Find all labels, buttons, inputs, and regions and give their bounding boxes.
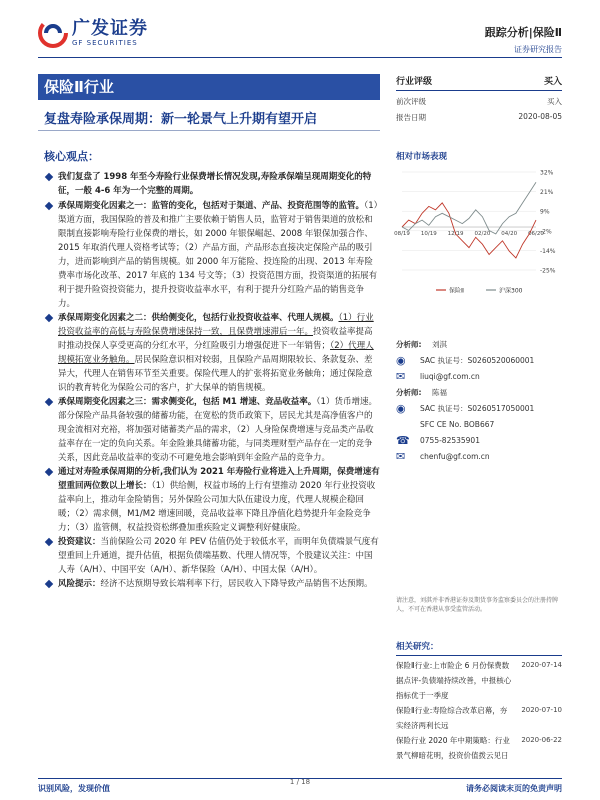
related-research-list <box>396 658 562 763</box>
page-number: 1 / 18 <box>289 778 311 786</box>
bullet-icon <box>45 202 53 210</box>
x-tick-label: 08/19 <box>394 231 410 238</box>
email-icon: ✉ <box>396 369 406 383</box>
analyst-email[interactable]: liuqi@gf.com.cn <box>420 371 480 381</box>
y-tick-label: -25% <box>540 267 556 275</box>
chart-title: 相对市场表现 <box>396 152 448 162</box>
bullet-icon <box>45 580 53 588</box>
bullet-icon <box>45 314 53 322</box>
y-tick-label: 32% <box>540 169 554 177</box>
report-title: 复盘寿险承保周期：新一轮景气上升期有望开启 <box>44 112 318 127</box>
disclaimer-note: 请注意，刘淇并非香港证券及期货事务监察委员会的注册持牌人，不可在香港从事受监管活动。 <box>396 597 559 613</box>
legend-label: 保险Ⅱ <box>449 287 464 295</box>
relative-performance-chart <box>396 150 562 306</box>
analyst-sfc: SFC CE No. BOB667 <box>420 419 495 429</box>
related-item[interactable]: 保险Ⅱ行业:寿险综合改革启幕，夯实经济两利长远 2020-07-10 <box>396 706 562 730</box>
related-item[interactable]: 保险Ⅱ行业:上市险企 6 月份保费数据点评-负债端持续改善，中报核心指标优于一季度 2020-07-14 <box>396 661 562 700</box>
paragraph-2: 承保周期变化因素之一：监管的变化，包括对于渠道、产品、投资范围等的监管。（1）渠道方面，我国保险的普及和推广主要依赖于销售人员，监管对于销售渠道的放松和限制直接影响寿险行业保费的增长，如 2000 年银保崛起、2008 年银保加强合作、2015 年取消代理人资格考试等；（2）产品方面，产品形态直接决定保险产品的吸引力，进而影响到产品的销售规模。如 2000 年万能险、投连险的出现、2013 年寿险费率市场化改革、2017 年底的 134 号文等；（3）投资范围方面，投资渠道的拓展有利于提升险资投资能力，提升投资收益率水平，有利于提升分红险产品的销售竞争力。 <box>44 199 380 311</box>
bullet-icon <box>45 173 53 181</box>
title-divider <box>38 130 380 131</box>
bullet-icon <box>45 468 53 476</box>
analyst-name: 陈福 <box>432 387 447 397</box>
key-points-title: 核心观点： <box>44 150 99 163</box>
email-icon: ✉ <box>396 449 406 463</box>
analyst-sac: SAC 执证号：S0260520060001 <box>420 355 535 365</box>
analyst-label: 分析师: <box>396 387 422 397</box>
phone-icon: ☎ <box>396 433 410 447</box>
paragraph-6: 投资建议：当前保险公司 2020 年 PEV 估值仍处于较低水平，而明年负债端景气度有望重回上升通道，提升估值，根据负债端基数、代理人情况等，个股建议关注：中国人寿（A/H）、中国平安（A/H）、新华保险（A/H）、中国太保（A/H）。 <box>44 535 380 577</box>
paragraph-3: 承保周期变化因素之二：供给侧变化，包括行业投资收益率、代理人规模。（1）行业投资收益率的高低与寿险保费增速保持一致，且保费增速滞后一年。投资收益率提高时推动投保人享受更高的分红水平，分红险吸引力增强促进下一年销售；（2）代理人规模拓宽业务触角。居民保险意识相对较弱，且保险产品周期限较长、条款复杂、差异大，代理人在销售环节至关重要。保险代理人的扩张将拓宽业务触角；通过保险意识的教育转化为保险公司的客户，扩大保单的销售规模。 <box>44 311 380 395</box>
analyst-1-block <box>396 336 562 384</box>
rating-label: 行业评级 <box>396 77 433 87</box>
footer-disclaimer-link[interactable]: 请务必阅读末页的免责声明 <box>466 784 562 793</box>
x-tick-label: 04/20 <box>501 231 518 238</box>
analyst-sac: SAC 执证号：S0260517050001 <box>420 403 535 413</box>
logo-cn-text: 广发证券 <box>72 17 148 39</box>
gf-logo-icon <box>38 18 68 48</box>
x-tick-label: 12/19 <box>447 231 464 238</box>
y-tick-label: -2% <box>540 228 552 236</box>
logo-en-text: GF SECURITIES <box>72 38 138 47</box>
analyst-name: 刘淇 <box>432 339 447 349</box>
rating-value: 买入 <box>543 77 562 87</box>
company-logo <box>38 18 148 48</box>
analyst-label: 分析师: <box>396 339 422 349</box>
related-research-title: 相关研究： <box>396 640 562 656</box>
industry-banner: 保险Ⅱ行业 <box>38 74 380 100</box>
analyst-2-block <box>396 384 562 464</box>
performance-line-chart <box>396 162 562 302</box>
analyst-phone: 0755-82535901 <box>420 435 480 445</box>
main-content <box>44 170 380 591</box>
prev-rating-label: 前次评级 <box>396 97 426 106</box>
paragraph-4: 承保周期变化因素之三：需求侧变化，包括 M1 增速、竞品收益率。（1）货币增速。部分保险产品具备较强的储蓄功能，在宽松的货币政策下，居民尤其是高净值客户的现金流相对充裕，将加强对储蓄类产品的需求，（2）人身险保费增速与竞品类产品收益率存在一定的负向关系。年金险兼具储蓄功能，与同类理财型产品存在一定的竞争关系，因此竞品收益率的变动不可避免地会影响到年金险产品的竞争力。 <box>44 395 380 465</box>
report-category: 证券研究报告 <box>514 45 562 54</box>
person-icon: ◉ <box>396 401 406 415</box>
series-line-1 <box>402 182 536 234</box>
y-tick-label: -14% <box>540 247 556 255</box>
prev-rating-value: 买入 <box>547 97 562 106</box>
y-tick-label: 9% <box>540 208 550 216</box>
x-tick-label: 06/20 <box>528 231 544 238</box>
page-header <box>0 0 600 60</box>
paragraph-7: 风险提示：经济不达预期导致长端利率下行，居民收入下降导致产品销售不达预期。 <box>44 577 380 591</box>
paragraph-1: 我们复盘了 1998 年至今寿险行业保费增长情况发现,寿险承保端呈现周期变化的特征，一般 4-6 年为一个完整的周期。 <box>44 170 380 198</box>
related-item[interactable]: 保险行业 2020 年中期策略：行业景气柳暗花明，投资价值拨云见日 2020-06-22 <box>396 736 562 760</box>
bullet-icon <box>45 538 53 546</box>
legend-label: 沪深300 <box>499 287 523 295</box>
x-tick-label: 10/19 <box>420 231 437 238</box>
paragraph-5: 通过对寿险承保周期的分析,我们认为 2021 年寿险行业将进入上升周期，保费增速有望重回两位数以上增长：（1）供给侧，权益市场的上行有望推动 2020 年行业投资收益率向上，推动年金险销售；另外保险公司加大队伍建设力度，代理人规模企稳回暖；（2）需求侧，M1/M2 增速回暖，竞品收益率下降且净值化趋势提升年金险竞争力；（3）监管侧，权益投资松绑叠加重疾险定义调整利好健康险。 <box>44 465 380 535</box>
report-date-value: 2020-08-05 <box>518 112 562 121</box>
rating-box <box>396 74 562 123</box>
bullet-icon <box>45 398 53 406</box>
report-date-label: 报告日期 <box>396 113 426 122</box>
footer-slogan: 识别风险，发现价值 <box>38 784 110 793</box>
header-divider <box>38 57 562 58</box>
analyst-email[interactable]: chenfu@gf.com.cn <box>420 451 490 461</box>
report-type-tag: 跟踪分析|保险Ⅱ <box>484 26 562 39</box>
x-tick-label: 02/20 <box>474 231 491 238</box>
person-icon: ◉ <box>396 353 406 367</box>
y-tick-label: 21% <box>540 189 554 197</box>
